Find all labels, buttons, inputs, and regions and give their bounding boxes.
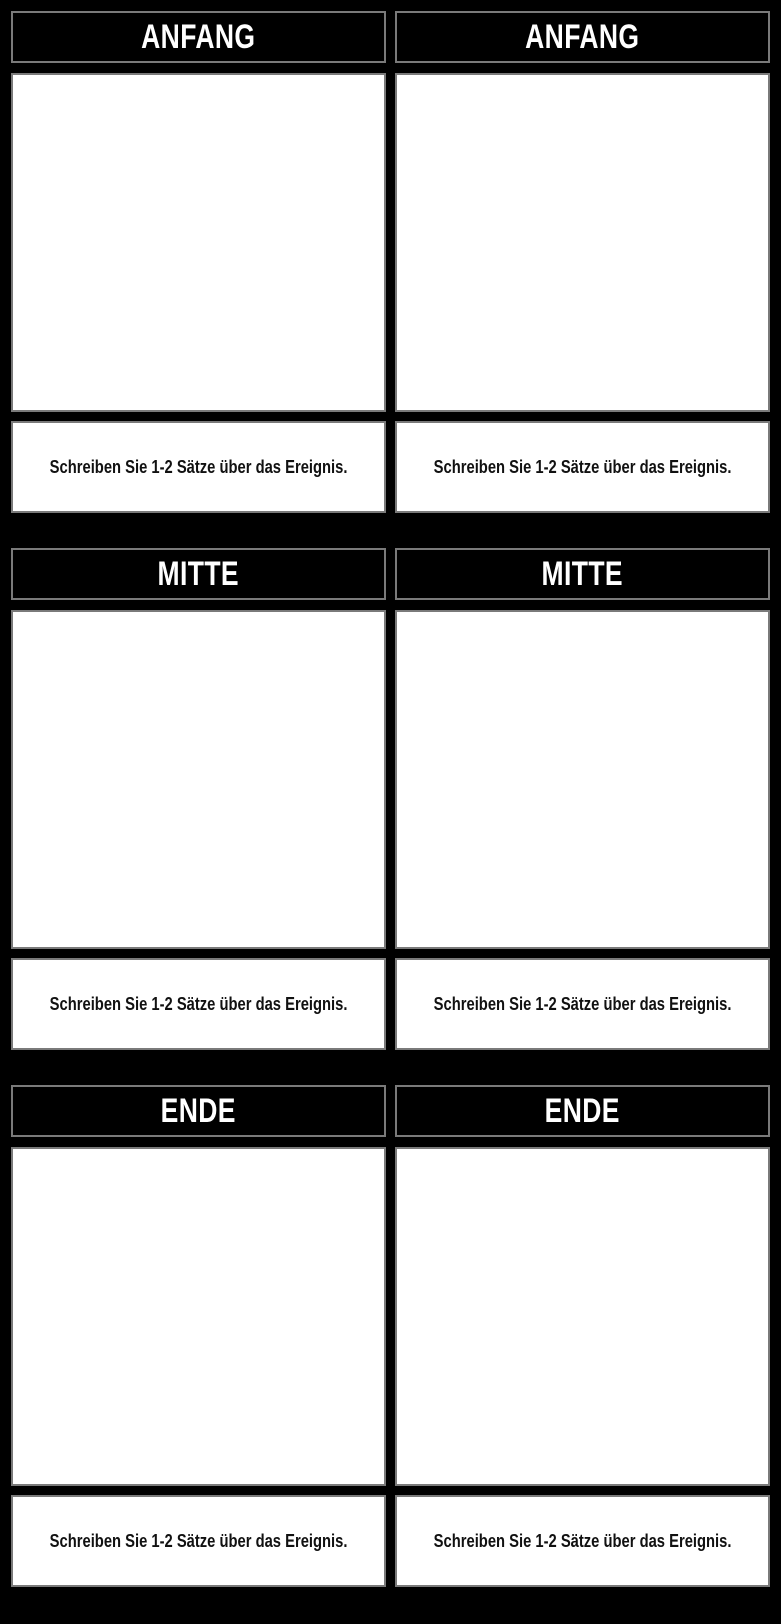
header-title: ANFANG — [141, 17, 256, 56]
image-panel-mitte-right[interactable] — [395, 610, 770, 949]
header-mitte-left — [11, 548, 386, 600]
image-panel-anfang-left[interactable] — [11, 73, 386, 412]
header-anfang-left — [11, 11, 386, 63]
caption-box-ende-left[interactable] — [11, 1495, 386, 1587]
caption-text: Schreiben Sie 1-2 Sätze über das Ereignis. — [433, 993, 732, 1014]
header-title: ENDE — [544, 1091, 621, 1130]
header-ende-left — [11, 1085, 386, 1137]
caption-box-mitte-right[interactable] — [395, 958, 770, 1050]
caption-box-anfang-right[interactable] — [395, 421, 770, 513]
caption-box-mitte-left[interactable] — [11, 958, 386, 1050]
header-title: ANFANG — [525, 17, 640, 56]
caption-box-anfang-left[interactable] — [11, 421, 386, 513]
caption-box-ende-right[interactable] — [395, 1495, 770, 1587]
caption-text: Schreiben Sie 1-2 Sätze über das Ereignis. — [49, 1530, 348, 1551]
image-panel-ende-left[interactable] — [11, 1147, 386, 1486]
caption-text: Schreiben Sie 1-2 Sätze über das Ereignis. — [49, 993, 348, 1014]
image-panel-anfang-right[interactable] — [395, 73, 770, 412]
header-ende-right — [395, 1085, 770, 1137]
header-title: MITTE — [541, 554, 624, 593]
header-title: MITTE — [157, 554, 240, 593]
header-title: ENDE — [160, 1091, 237, 1130]
header-mitte-right — [395, 548, 770, 600]
header-anfang-right — [395, 11, 770, 63]
image-panel-ende-right[interactable] — [395, 1147, 770, 1486]
image-panel-mitte-left[interactable] — [11, 610, 386, 949]
caption-text: Schreiben Sie 1-2 Sätze über das Ereignis. — [49, 456, 348, 477]
caption-text: Schreiben Sie 1-2 Sätze über das Ereignis. — [433, 1530, 732, 1551]
caption-text: Schreiben Sie 1-2 Sätze über das Ereignis. — [433, 456, 732, 477]
